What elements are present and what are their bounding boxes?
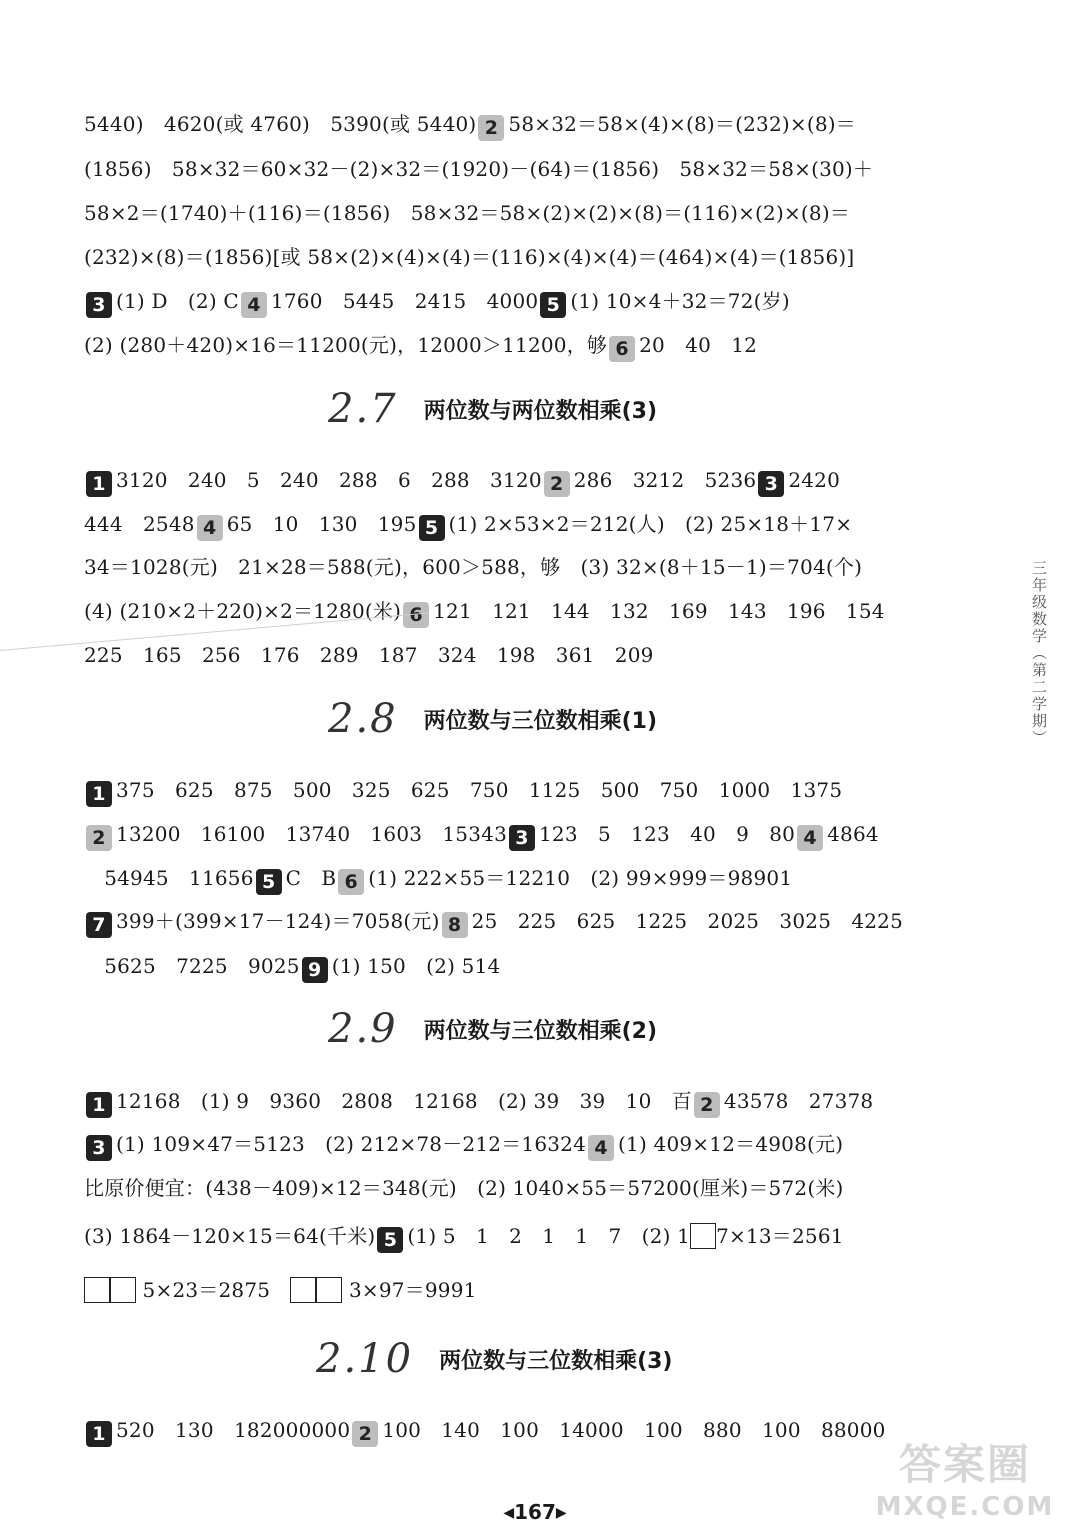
answer-line	[84, 597, 885, 628]
answer-line	[84, 641, 654, 669]
answer-line	[84, 155, 873, 183]
section-heading	[328, 386, 657, 438]
answer-text: 12168 (1) 9 9360 2808 12168 (2) 39 39 10 百	[116, 1089, 692, 1113]
answer-line	[84, 1416, 886, 1447]
question-number-badge: 5	[377, 1227, 403, 1253]
question-number-badge: 4	[241, 292, 267, 318]
question-number-badge: 6	[609, 336, 635, 362]
answer-text: (1) 5 1 2 1 1 7 (2) 1	[407, 1224, 691, 1248]
answer-text: (232)×(8)＝(1856)[或 58×(2)×(4)×(4)＝(116)×(4)×(4)＝(464)×(4)＝(1856)]	[84, 245, 855, 269]
answer-line	[84, 820, 879, 851]
answer-text: (2) (280＋420)×16＝11200(元)，12000＞11200，够	[84, 333, 608, 357]
question-number-badge: 5	[540, 292, 566, 318]
watermark	[870, 1432, 1060, 1532]
question-number-badge: 5	[419, 515, 445, 541]
answer-line	[84, 907, 903, 938]
answer-line	[84, 1174, 844, 1202]
answer-line	[84, 553, 862, 581]
side-label: 三年级数学（第二学期）	[1030, 560, 1048, 747]
section-heading	[328, 696, 657, 748]
section-number: 2.10	[316, 1336, 414, 1382]
section-number: 2.8	[328, 696, 398, 742]
answer-line	[84, 110, 856, 141]
answer-text: (4) (210×2＋220)×2＝1280(米)	[84, 599, 402, 623]
answer-text: 225 165 256 176 289 187 324 198 361 209	[84, 643, 654, 667]
answer-text: 54945 11656	[84, 866, 254, 890]
answer-text: (1) D (2) C	[116, 289, 239, 313]
question-number-badge: 4	[588, 1135, 614, 1161]
answer-line	[84, 466, 840, 497]
answer-text: 123 5 123 40 9 80	[539, 822, 796, 846]
blank-box	[316, 1277, 342, 1303]
answer-line	[84, 1087, 873, 1118]
page-number	[485, 1500, 585, 1524]
question-number-badge: 2	[86, 825, 112, 851]
watermark-url: MXQE.COM	[875, 1492, 1055, 1522]
answer-line	[84, 331, 757, 362]
answer-text: 100 140 100 14000 100 880 100 88000	[382, 1418, 886, 1442]
answer-text: (1) 109×47＝5123 (2) 212×78－212＝16324	[116, 1132, 587, 1156]
answer-text: 286 3212 5236	[573, 468, 757, 492]
question-number-badge: 2	[352, 1421, 378, 1447]
question-number-badge: 1	[86, 471, 112, 497]
answer-line	[84, 199, 850, 227]
section-title: 两位数与两位数相乘(3)	[423, 398, 658, 424]
question-number-badge: 4	[797, 825, 823, 851]
answer-text: 7×13＝2561	[716, 1224, 844, 1248]
question-number-badge: 3	[86, 1135, 112, 1161]
answer-line	[84, 243, 854, 271]
blank-box	[110, 1277, 136, 1303]
answer-line	[84, 287, 790, 318]
section-heading	[328, 1006, 657, 1058]
section-title: 两位数与三位数相乘(2)	[423, 1018, 658, 1044]
question-number-badge: 3	[509, 825, 535, 851]
answer-text: 13200 16100 13740 1603 15343	[116, 822, 507, 846]
answer-line	[84, 864, 792, 895]
answer-text: 65 10 130 195	[226, 512, 417, 536]
answer-line	[84, 1222, 844, 1253]
answer-text: 5×23＝2875	[136, 1278, 291, 1302]
question-number-badge: 1	[86, 1421, 112, 1447]
answer-text: (1) 10×4＋32＝72(岁)	[570, 289, 790, 313]
answer-text: 399＋(399×17－124)＝7058(元)	[116, 909, 440, 933]
question-number-badge: 6	[403, 602, 429, 628]
answer-text: (1) 2×53×2＝212(人) (2) 25×18＋17×	[448, 512, 853, 536]
section-number: 2.7	[328, 386, 398, 432]
question-number-badge: 2	[544, 471, 570, 497]
answer-line	[84, 1276, 477, 1304]
answer-text: 34＝1028(元) 21×28＝588(元)，600＞588，够 (3) 32×(8＋15－1)＝704(个)	[84, 555, 863, 579]
page-number-value: 167	[514, 1500, 556, 1524]
question-number-badge: 1	[86, 781, 112, 807]
answer-text: 3×97＝9991	[342, 1278, 477, 1302]
section-number: 2.9	[328, 1006, 398, 1052]
question-number-badge: 2	[694, 1092, 720, 1118]
answer-text: 比原价便宜：(438－409)×12＝348(元) (2) 1040×55＝57200(厘米)＝572(米)	[84, 1176, 844, 1200]
question-number-badge: 1	[86, 1092, 112, 1118]
answer-text: 121 121 144 132 169 143 196 154	[433, 599, 885, 623]
question-number-badge: 6	[338, 869, 364, 895]
question-number-badge: 4	[197, 515, 223, 541]
answer-text: 2420	[788, 468, 841, 492]
question-number-badge: 3	[86, 292, 112, 318]
blank-box	[84, 1277, 110, 1303]
answer-text: 1760 5445 2415 4000	[270, 289, 539, 313]
question-number-badge: 8	[442, 912, 468, 938]
answer-line	[84, 1130, 843, 1161]
answer-text: 520 130 182000000	[116, 1418, 351, 1442]
answer-line	[84, 952, 500, 983]
answer-text: 58×32＝58×(4)×(8)＝(232)×(8)＝	[508, 112, 856, 136]
right-arrow-icon: ▶	[555, 1505, 567, 1521]
blank-box	[690, 1223, 716, 1249]
blank-box	[290, 1277, 316, 1303]
left-arrow-icon: ◀	[503, 1505, 515, 1521]
section-heading	[316, 1336, 672, 1388]
answer-text: (1) 222×55＝12210 (2) 99×999＝98901	[368, 866, 793, 890]
watermark-logo: 答案圈	[898, 1440, 1031, 1489]
section-title: 两位数与三位数相乘(3)	[439, 1348, 673, 1374]
answer-text: (1856) 58×32＝60×32－(2)×32＝(1920)－(64)＝(1856) 58×32＝58×(30)＋	[84, 157, 874, 181]
answer-text: 444 2548	[84, 512, 195, 536]
answer-text: (3) 1864－120×15＝64(千米)	[84, 1224, 376, 1248]
answer-line	[84, 776, 842, 807]
question-number-badge: 3	[758, 471, 784, 497]
question-number-badge: 5	[256, 869, 282, 895]
answer-text: 4864	[827, 822, 879, 846]
section-title: 两位数与三位数相乘(1)	[423, 708, 658, 734]
answer-text: (1) 409×12＝4908(元)	[618, 1132, 844, 1156]
answer-text: 375 625 875 500 325 625 750 1125 500 750 1000 1375	[116, 778, 843, 802]
answer-text: 5625 7225 9025	[84, 954, 300, 978]
answer-text: 58×2＝(1740)＋(116)＝(1856) 58×32＝58×(2)×(2)×(8)＝(116)×(2)×(8)＝	[84, 201, 851, 225]
answer-text: 20 40 12	[639, 333, 758, 357]
question-number-badge: 9	[302, 957, 328, 983]
question-number-badge: 7	[86, 912, 112, 938]
question-number-badge: 2	[478, 115, 504, 141]
answer-text: 3120 240 5 240 288 6 288 3120	[116, 468, 542, 492]
answer-text: C B	[285, 866, 337, 890]
answer-line	[84, 510, 852, 541]
answer-text: 43578 27378	[723, 1089, 874, 1113]
answer-text: (1) 150 (2) 514	[331, 954, 501, 978]
answer-text: 5440) 4620(或 4760) 5390(或 5440)	[84, 112, 477, 136]
answer-text: 25 225 625 1225 2025 3025 4225	[471, 909, 904, 933]
